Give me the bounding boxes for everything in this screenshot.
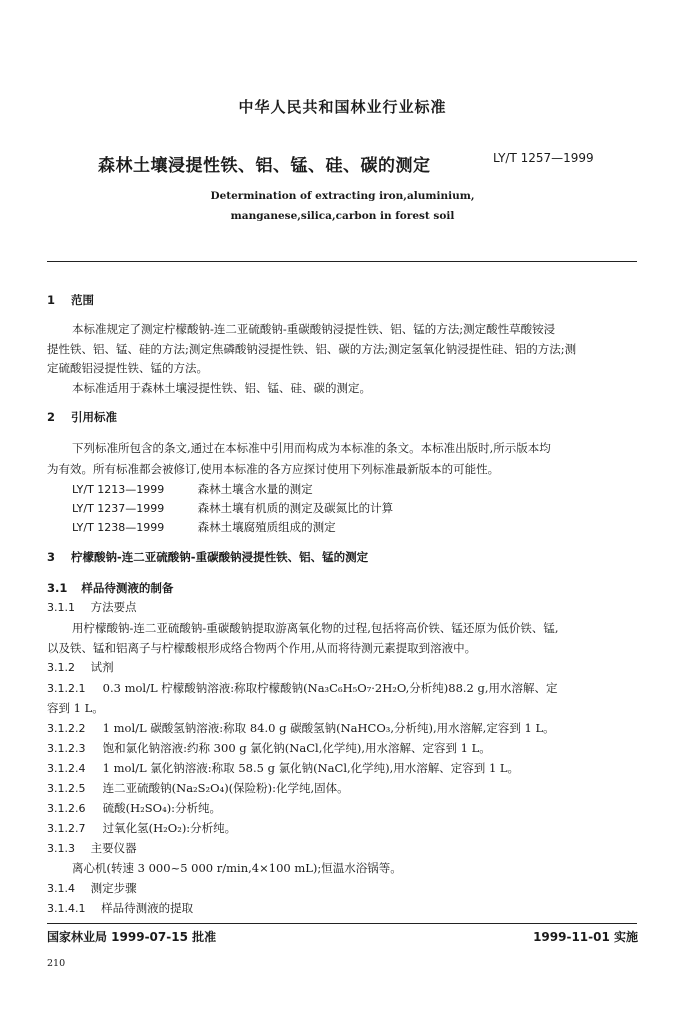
section1-para2: 本标准适用于森林土壤浸提性铁、铝、锰、硅、碳的测定。 <box>72 381 371 395</box>
method-text-line2: 以及铁、锰和铝离子与柠檬酸根形成络合物两个作用,从而将待测元素提取到溶液中。 <box>47 641 477 655</box>
section2-title: 引用标准 <box>71 410 118 424</box>
section3-heading <box>47 549 368 565</box>
section1-para1-line2: 提性铁、铝、锰、硅的方法;测定焦磷酸钠浸提性铁、铝、碳的方法;测定氢氧化钠浸提性硅、铝的方法;测 <box>47 342 577 356</box>
reagent-number: 3.1.2.3 <box>47 742 86 755</box>
section1-title: 范围 <box>71 293 95 307</box>
standard-number: LY/T 1257—1999 <box>493 151 594 165</box>
subsection-title: 方法要点 <box>90 600 137 614</box>
subsection-3-1-3 <box>47 840 137 856</box>
english-title-line2: manganese,silica,carbon in forest soil <box>230 210 455 222</box>
reagent-number: 3.1.2.2 <box>47 722 86 735</box>
reagent-text-continued: 容到 1 L。 <box>47 701 104 715</box>
header-divider <box>47 261 637 262</box>
section2-para1-line2: 为有效。所有标准都会被修订,使用本标准的各方应探讨使用下列标准最新版本的可能性。 <box>47 462 500 476</box>
reference-code: LY/T 1238—1999 <box>72 521 165 534</box>
page-number: 210 <box>47 958 66 969</box>
reference-name: 森林土壤含水量的测定 <box>197 482 313 496</box>
reagent-item <box>47 680 558 696</box>
section3-number: 3 <box>47 550 56 564</box>
section2-number: 2 <box>47 410 56 424</box>
subsection-title: 样品待测液的提取 <box>101 901 194 915</box>
subsection-3-1-4 <box>47 880 137 896</box>
reference-code: LY/T 1237—1999 <box>72 502 165 515</box>
subsection-number: 3.1.2 <box>47 661 75 674</box>
reference-item <box>72 481 313 497</box>
reagent-item <box>47 780 349 796</box>
subsection-number: 3.1.4.1 <box>47 902 86 915</box>
reagent-item <box>47 740 491 756</box>
reagent-text: 连二亚硫酸钠(Na₂S₂O₄)(保险粉):化学纯,固体。 <box>102 781 349 795</box>
section1-heading <box>47 292 94 308</box>
subsection-number: 3.1.3 <box>47 842 75 855</box>
section1-number: 1 <box>47 293 56 307</box>
section1-para1-line3: 定硫酸铝浸提性铁、锰的方法。 <box>47 361 208 375</box>
reference-item <box>72 500 393 516</box>
reference-code: LY/T 1213—1999 <box>72 483 165 496</box>
instrument-text: 离心机(转速 3 000~5 000 r/min,4×100 mL);恒温水浴锅等。 <box>72 861 402 875</box>
reagent-number: 3.1.2.5 <box>47 782 86 795</box>
approval-date: 国家林业局 1999-07-15 批准 <box>47 930 217 944</box>
reagent-number: 3.1.2.6 <box>47 802 86 815</box>
section1-para1-line1: 本标准规定了测定柠檬酸钠-连二亚硫酸钠-重碳酸钠浸提性铁、铝、锰的方法;测定酸性草酸铵浸 <box>72 322 556 336</box>
section2-para1-line1: 下列标准所包含的条文,通过在本标准中引用而构成为本标准的条文。本标准出版时,所示版本均 <box>72 441 551 455</box>
subsection-title: 样品待测液的制备 <box>81 581 174 595</box>
reagent-number: 3.1.2.4 <box>47 762 86 775</box>
subsection-3-1-4-1 <box>47 900 193 916</box>
standard-category: 中华人民共和国林业行业标准 <box>238 98 447 116</box>
reference-name: 森林土壤腐殖质组成的测定 <box>197 520 336 534</box>
reagent-item <box>47 720 555 736</box>
section3-title: 柠檬酸钠-连二亚硫酸钠-重碳酸钠浸提性铁、铝、锰的测定 <box>71 550 369 564</box>
subsection-title: 试剂 <box>90 660 114 674</box>
reagent-item <box>47 760 519 776</box>
implementation-date: 1999-11-01 实施 <box>533 930 638 944</box>
document-title: 森林土壤浸提性铁、铝、锰、硅、碳的测定 <box>98 156 431 176</box>
reagent-text: 1 mol/L 碳酸氢钠溶液:称取 84.0 g 碳酸氢钠(NaHCO₃,分析纯),用水溶解,定容到 1 L。 <box>102 721 555 735</box>
subsection-number: 3.1.1 <box>47 601 75 614</box>
reagent-number: 3.1.2.7 <box>47 822 86 835</box>
reference-item <box>72 519 336 535</box>
reagent-text: 1 mol/L 氯化钠溶液:称取 58.5 g 氯化钠(NaCl,化学纯),用水溶解、定容到 1 L。 <box>102 761 520 775</box>
reagent-text: 0.3 mol/L 柠檬酸钠溶液:称取柠檬酸钠(Na₃C₆H₅O₇·2H₂O,分析纯)88.2 g,用水溶解、定 <box>102 681 558 695</box>
reagent-item <box>47 820 236 836</box>
footer-divider <box>47 923 637 924</box>
subsection-title: 测定步骤 <box>90 881 137 895</box>
reagent-item <box>47 800 221 816</box>
subsection-3-1 <box>47 580 173 596</box>
reagent-text: 硫酸(H₂SO₄):分析纯。 <box>102 801 222 815</box>
reagent-text: 饱和氯化钠溶液:约称 300 g 氯化钠(NaCl,化学纯),用水溶解、定容到 1 L。 <box>102 741 491 755</box>
reagent-text: 过氧化氢(H₂O₂):分析纯。 <box>102 821 237 835</box>
method-text-line1: 用柠檬酸钠-连二亚硫酸钠-重碳酸钠提取游离氧化物的过程,包括将高价铁、锰还原为低价铁、锰, <box>72 621 559 635</box>
subsection-number: 3.1.4 <box>47 882 75 895</box>
subsection-title: 主要仪器 <box>90 841 137 855</box>
subsection-3-1-2 <box>47 659 114 675</box>
reference-name: 森林土壤有机质的测定及碳氮比的计算 <box>197 501 394 515</box>
english-title-line1: Determination of extracting iron,aluminium, <box>210 190 475 202</box>
subsection-number: 3.1 <box>47 581 68 595</box>
section2-heading <box>47 409 117 425</box>
reagent-number: 3.1.2.1 <box>47 682 86 695</box>
subsection-3-1-1 <box>47 599 137 615</box>
